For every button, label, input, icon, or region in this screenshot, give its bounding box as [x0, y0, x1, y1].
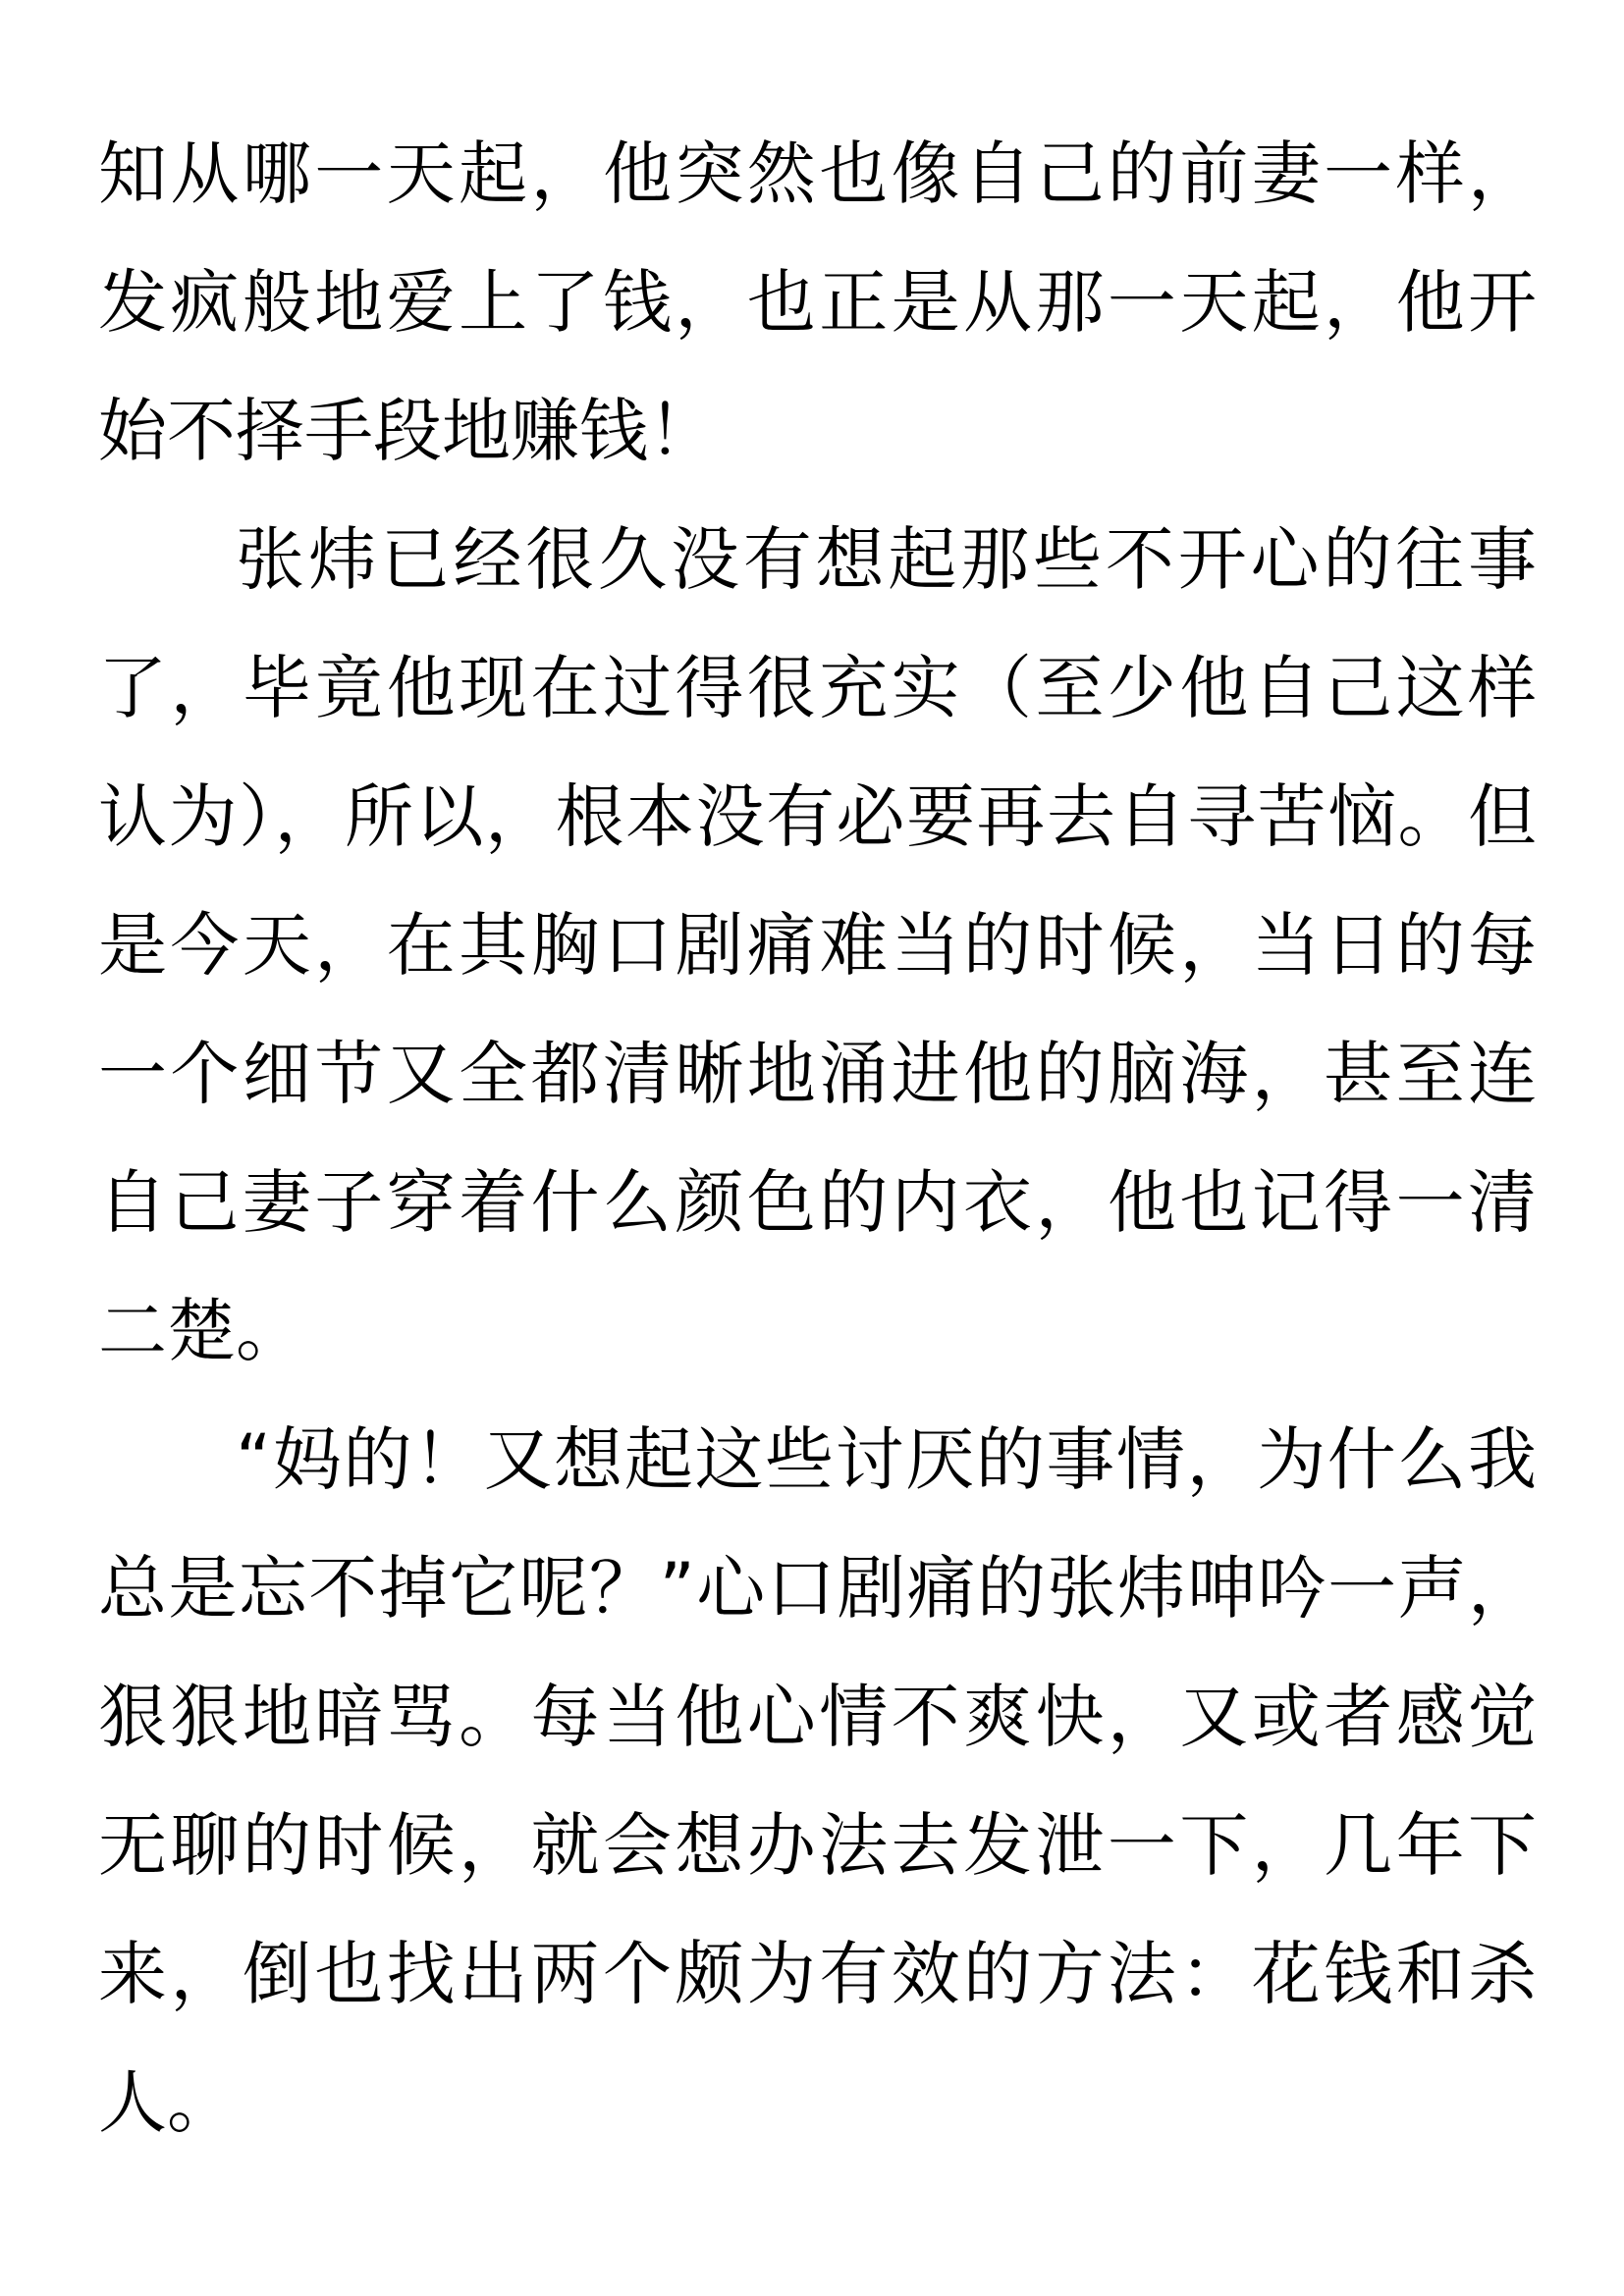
paragraph-zhangwei-memories: 张炜已经很久没有想起那些不开心的往事了，毕竟他现在过得很充实（至少他自己这样认为），所以，根本没有必要再去自寻苦恼。但是今天，在其胸口剧痛难当的时候，当日的每一个细节又全都清晰地涌进他的脑海，甚至连自己妻子穿着什么颜色的内衣，他也记得一清二楚。 — [98, 519, 1537, 1371]
paragraph-dialogue-curse: “妈的！又想起这些讨厌的事情，为什么我总是忘不掉它呢？”心口剧痛的张炜呻吟一声，狠狠地暗骂。每当他心情不爽快，又或者感觉无聊的时候，就会想办法去发泄一下，几年下来，倒也找出两个颇为有效的方法：花钱和杀人。 — [98, 1419, 1537, 2143]
body-text — [98, 110, 1537, 2167]
paragraph-continuation: 知从哪一天起，他突然也像自己的前妻一样，发疯般地爱上了钱，也正是从那一天起，他开始不择手段地赚钱！ — [98, 133, 1537, 471]
